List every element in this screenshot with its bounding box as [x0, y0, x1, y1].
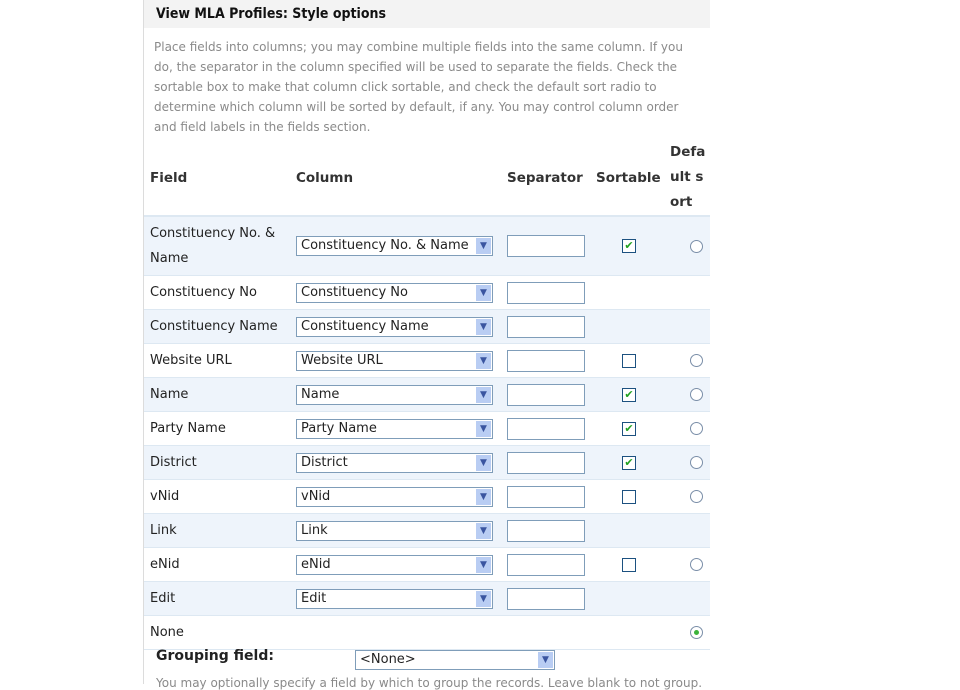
field-label: Edit: [144, 582, 290, 616]
chevron-down-icon: ▼: [476, 238, 491, 254]
column-select[interactable]: eNid ▼: [296, 555, 493, 575]
chevron-down-icon: ▼: [476, 353, 491, 369]
table-row: [144, 582, 710, 616]
separator-input[interactable]: [507, 418, 585, 440]
grouping-field-select[interactable]: <None> ▼: [355, 650, 555, 670]
chevron-down-icon: ▼: [476, 421, 491, 437]
field-label: Constituency No. & Name: [144, 216, 290, 276]
column-select[interactable]: vNid ▼: [296, 487, 493, 507]
grouping-description: You may optionally specify a field by which to group the records. Leave blank to not group.: [156, 676, 703, 690]
separator-input[interactable]: [507, 316, 585, 338]
default-sort-radio[interactable]: [690, 456, 703, 469]
table-row: [144, 378, 710, 412]
table-row: [144, 480, 710, 514]
default-sort-radio-none[interactable]: [690, 626, 703, 639]
header-column: Column: [290, 140, 501, 216]
column-select[interactable]: Name ▼: [296, 385, 493, 405]
field-label: eNid: [144, 548, 290, 582]
field-label: None: [144, 616, 290, 650]
table-row: [144, 216, 710, 276]
sortable-checkbox[interactable]: ✔: [622, 388, 636, 402]
field-label: Constituency Name: [144, 310, 290, 344]
separator-input[interactable]: [507, 452, 585, 474]
page-title: View MLA Profiles: Style options: [144, 0, 710, 28]
fields-table: [144, 140, 710, 650]
sortable-checkbox[interactable]: [622, 490, 636, 504]
chevron-down-icon: ▼: [476, 591, 491, 607]
column-select[interactable]: Website URL ▼: [296, 351, 493, 371]
separator-input[interactable]: [507, 235, 585, 257]
chevron-down-icon: ▼: [476, 319, 491, 335]
default-sort-radio[interactable]: [690, 240, 703, 253]
table-row: [144, 548, 710, 582]
header-field: Field: [144, 140, 290, 216]
default-sort-radio[interactable]: [690, 490, 703, 503]
description: Place fields into columns; you may combine multiple fields into the same column. If you do, the separator in the column specified will be used to separate the fields. Check the sortable box to make that column click sortable, and check the default sort radio to determine which column will be sorted by default, if any. You may control column order and field labels in the fields section.: [154, 40, 683, 134]
chevron-down-icon: ▼: [476, 285, 491, 301]
column-select[interactable]: Constituency No. & Name ▼: [296, 236, 493, 256]
field-label: Constituency No: [144, 276, 290, 310]
table-row: [144, 412, 710, 446]
header-sortable: Sortable: [590, 140, 664, 216]
column-select[interactable]: Constituency Name ▼: [296, 317, 493, 337]
field-label: Name: [144, 378, 290, 412]
header-separator: Separator: [501, 140, 590, 216]
chevron-down-icon: ▼: [476, 523, 491, 539]
chevron-down-icon: ▼: [476, 455, 491, 471]
default-sort-radio[interactable]: [690, 354, 703, 367]
field-label: Link: [144, 514, 290, 548]
field-label: Party Name: [144, 412, 290, 446]
field-label: vNid: [144, 480, 290, 514]
separator-input[interactable]: [507, 486, 585, 508]
default-sort-radio[interactable]: [690, 558, 703, 571]
default-sort-radio[interactable]: [690, 388, 703, 401]
style-options-panel: [143, 0, 710, 690]
chevron-down-icon: ▼: [538, 652, 553, 668]
column-select[interactable]: Constituency No ▼: [296, 283, 493, 303]
grouping-field-label: Grouping field:: [156, 648, 274, 664]
table-row-none: [144, 616, 710, 650]
sortable-checkbox[interactable]: [622, 558, 636, 572]
separator-input[interactable]: [507, 554, 585, 576]
chevron-down-icon: ▼: [476, 387, 491, 403]
chevron-down-icon: ▼: [476, 557, 491, 573]
table-row: [144, 514, 710, 548]
separator-input[interactable]: [507, 350, 585, 372]
table-row: [144, 276, 710, 310]
header-default-sort: Default sort: [664, 140, 710, 216]
table-row: [144, 446, 710, 480]
separator-input[interactable]: [507, 384, 585, 406]
sortable-checkbox[interactable]: [622, 354, 636, 368]
default-sort-radio[interactable]: [690, 422, 703, 435]
sortable-checkbox[interactable]: ✔: [622, 422, 636, 436]
separator-input[interactable]: [507, 588, 585, 610]
column-select[interactable]: Party Name ▼: [296, 419, 493, 439]
sortable-checkbox[interactable]: ✔: [622, 456, 636, 470]
column-select[interactable]: Edit ▼: [296, 589, 493, 609]
separator-input[interactable]: [507, 282, 585, 304]
separator-input[interactable]: [507, 520, 585, 542]
column-select[interactable]: Link ▼: [296, 521, 493, 541]
table-row: [144, 344, 710, 378]
field-label: Website URL: [144, 344, 290, 378]
sortable-checkbox[interactable]: ✔: [622, 239, 636, 253]
chevron-down-icon: ▼: [476, 489, 491, 505]
column-select[interactable]: District ▼: [296, 453, 493, 473]
table-row: [144, 310, 710, 344]
field-label: District: [144, 446, 290, 480]
